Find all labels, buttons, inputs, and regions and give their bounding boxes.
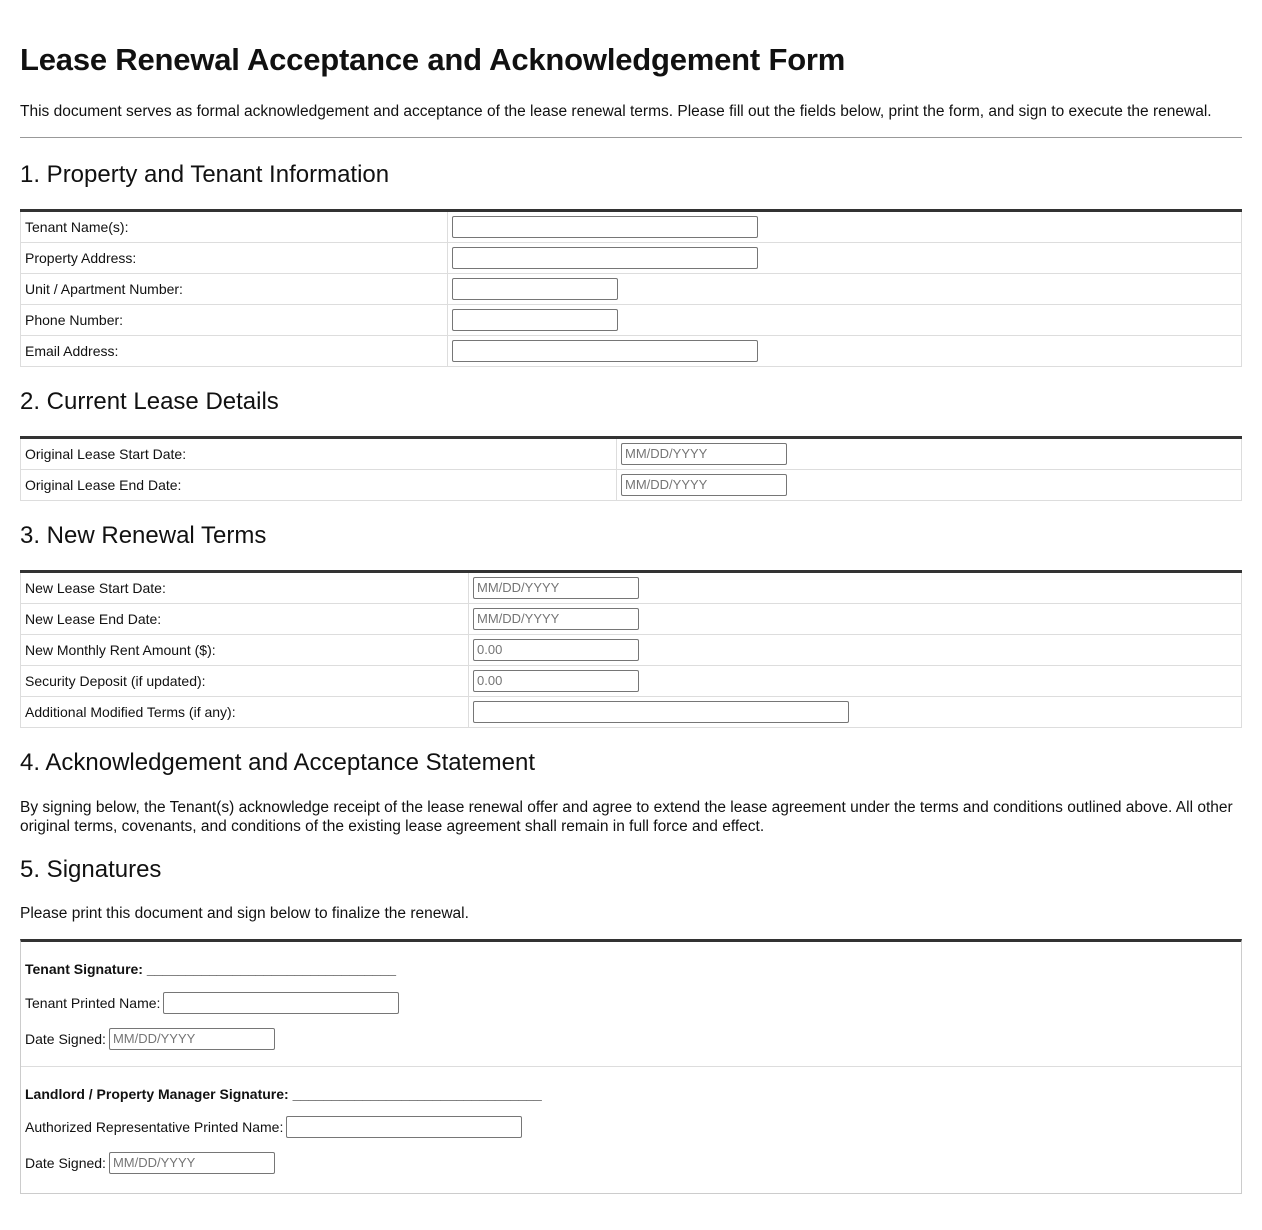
original-end-date-input[interactable]: MM/DD/YYYY: [621, 474, 787, 496]
field-label: Additional Modified Terms (if any):: [21, 697, 469, 728]
signatures-table: [20, 939, 1242, 1194]
phone-number-input[interactable]: [452, 309, 618, 331]
field-label: Original Lease Start Date:: [21, 438, 617, 470]
intro-text: This document serves as formal acknowledgement and acceptance of the lease renewal terms. Please fill out the fields below, print the form, and sign to execute the renewal.: [20, 103, 1212, 120]
field-label: Email Address:: [21, 336, 448, 367]
field-label: Original Lease End Date:: [21, 470, 617, 501]
field-label: New Monthly Rent Amount ($):: [21, 635, 469, 666]
tenant-printed-name-input[interactable]: [163, 992, 399, 1014]
field-label: Date Signed:: [25, 1031, 106, 1047]
landlord-date-input[interactable]: MM/DD/YYYY: [109, 1152, 275, 1174]
current-lease-table: [20, 436, 1242, 501]
tenant-signature-block: [21, 942, 1241, 1067]
table-row: [21, 635, 1242, 666]
field-label: Phone Number:: [21, 305, 448, 336]
tenant-name-row: [25, 992, 399, 1014]
table-row: [21, 274, 1242, 305]
table-row: [21, 572, 1242, 604]
landlord-signature-line: Landlord / Property Manager Signature: ________________________________: [25, 1086, 542, 1102]
email-address-input[interactable]: [452, 340, 758, 362]
table-row: [21, 697, 1242, 728]
monthly-rent-input[interactable]: 0.00: [473, 639, 639, 661]
unit-number-input[interactable]: [452, 278, 618, 300]
table-row: [21, 470, 1242, 501]
tenant-signature-line: Tenant Signature: ________________________________: [25, 961, 397, 977]
landlord-signature-block: [21, 1067, 1241, 1193]
field-label: Tenant Name(s):: [21, 211, 448, 243]
security-deposit-input[interactable]: 0.00: [473, 670, 639, 692]
signatures-instructions: Please print this document and sign below to finalize the renewal.: [20, 905, 469, 922]
section-3-heading: 3. New Renewal Terms: [20, 522, 267, 549]
field-label: Authorized Representative Printed Name:: [25, 1119, 284, 1135]
field-label: Property Address:: [21, 243, 448, 274]
property-address-input[interactable]: [452, 247, 758, 269]
table-row: [21, 243, 1242, 274]
table-row: [21, 666, 1242, 697]
renewal-terms-table: [20, 570, 1242, 728]
additional-terms-input[interactable]: [473, 701, 849, 723]
landlord-date-row: [25, 1152, 275, 1174]
table-row: [21, 604, 1242, 635]
table-row: [21, 438, 1242, 470]
representative-printed-name-input[interactable]: [286, 1116, 522, 1138]
tenant-info-table: [20, 209, 1242, 367]
field-label: Tenant Printed Name:: [25, 995, 161, 1011]
section-5-heading: 5. Signatures: [20, 856, 162, 883]
section-1-heading: 1. Property and Tenant Information: [20, 161, 390, 188]
original-start-date-input[interactable]: MM/DD/YYYY: [621, 443, 787, 465]
field-label: New Lease End Date:: [21, 604, 469, 635]
field-label: Security Deposit (if updated):: [21, 666, 469, 697]
field-label: New Lease Start Date:: [21, 572, 469, 604]
acknowledgement-text: By signing below, the Tenant(s) acknowledge receipt of the lease renewal offer and agree to extend the lease agreement under the terms and conditions outlined above. All other original terms, covenants, and conditions of the existing lease agreement shall remain in full force and effect.: [20, 799, 1233, 835]
field-label: Date Signed:: [25, 1155, 106, 1171]
new-end-date-input[interactable]: MM/DD/YYYY: [473, 608, 639, 630]
page-title: Lease Renewal Acceptance and Acknowledgement Form: [20, 42, 846, 77]
tenant-name-input[interactable]: [452, 216, 758, 238]
divider: [20, 137, 1242, 138]
table-row: [21, 305, 1242, 336]
section-4-heading: 4. Acknowledgement and Acceptance Statement: [20, 749, 536, 776]
tenant-date-input[interactable]: MM/DD/YYYY: [109, 1028, 275, 1050]
table-row: [21, 336, 1242, 367]
new-start-date-input[interactable]: MM/DD/YYYY: [473, 577, 639, 599]
table-row: [21, 211, 1242, 243]
landlord-name-row: [25, 1116, 522, 1138]
tenant-date-row: [25, 1028, 275, 1050]
section-2-heading: 2. Current Lease Details: [20, 388, 279, 415]
field-label: Unit / Apartment Number:: [21, 274, 448, 305]
